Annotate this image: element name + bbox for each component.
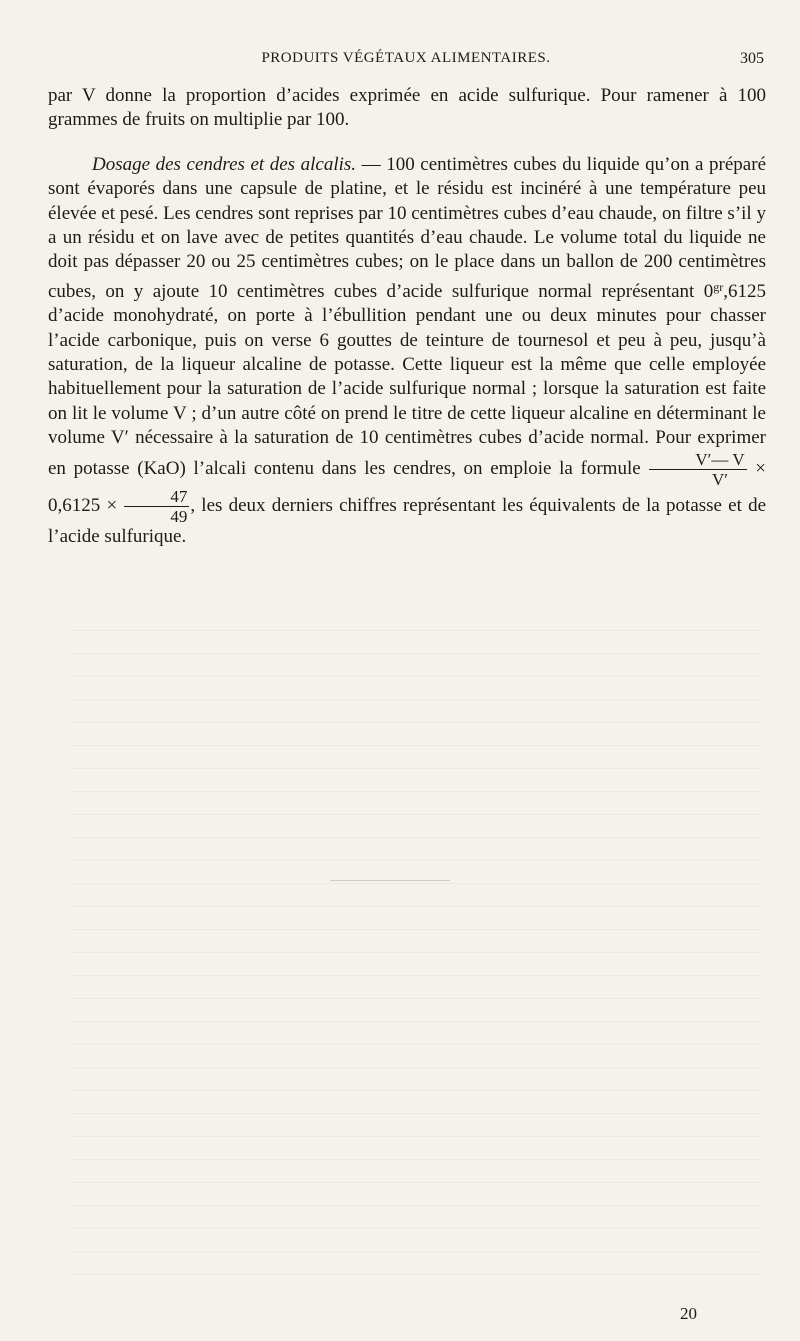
formula-fraction-2: [124, 488, 189, 525]
text-block: [48, 84, 766, 549]
running-title: PRODUITS VÉGÉTAUX ALIMENTAIRES.: [261, 50, 551, 66]
paragraph-2: [48, 153, 766, 549]
fraction-2-numerator: 47: [124, 488, 189, 507]
fraction-2-denominator: 49: [170, 506, 188, 526]
paragraph-2-text-a: — 100 centimètres cubes du liquide qu’on a préparé sont évaporés dans une capsule de platine, et le résidu est incinéré à une température peu élevée et pesé. Les cendres sont reprises par 10 centimètres cubes d’eau chaude, on filtre s’il y a un résidu et on lave avec de petites quantités d’eau chaude. Le volume total du liquide ne doit pas dépasser 20 ou 25 centimètres cubes; on le place dans un ballon de 200 centimètres cubes, on y ajoute 10 centimètres cubes d’acide sulfurique normal représentant 0: [48, 153, 766, 302]
bleed-through-text: [70, 630, 760, 1290]
running-head: [48, 50, 764, 74]
fraction-1-denominator: V′: [711, 469, 728, 489]
fraction-1-numerator: V′— V: [649, 451, 746, 470]
formula-fraction-1: [649, 451, 746, 488]
paragraph-2-text-b: ,6125 d’acide monohydraté, on porte à l’ébullition pendant une ou deux minutes pour chasser l’acide carbonique, puis on verse 6 gouttes de teinture de tournesol et peu à peu, jusqu’à saturation, de la liqueur alcaline de potasse. Cette liqueur est la même que celle employée habituellement pour la saturation de l’acide sulfurique normal ; lorsque la saturation est faite on lit le volume V ; d’un autre côté on prend le titre de cette liqueur alcaline en déterminant le volume V′ nécessaire à la saturation de 10 centimètres cubes d’acide normal. Pour exprimer en potasse (KaO) l’alcali contenu dans les cendres, on emploie la formule: [48, 280, 766, 479]
section-heading: Dosage des cendres et des alcalis.: [92, 153, 357, 175]
paragraph-2-text-c: , les deux derniers chiffres représentant les équivalents de la potasse et de l’acide sulfurique.: [48, 494, 767, 547]
unit-gram: gr: [713, 279, 724, 294]
signature-mark: 20: [680, 1304, 697, 1323]
bleed-through-rule: [330, 880, 450, 881]
page-number: 305: [740, 50, 764, 67]
formula-middle: × 0,6125 ×: [48, 457, 767, 516]
paragraph-1: par V donne la proportion d’acides exprimée en acide sulfurique. Pour ramener à 100 grammes de fruits on multiplie par 100.: [48, 85, 766, 131]
